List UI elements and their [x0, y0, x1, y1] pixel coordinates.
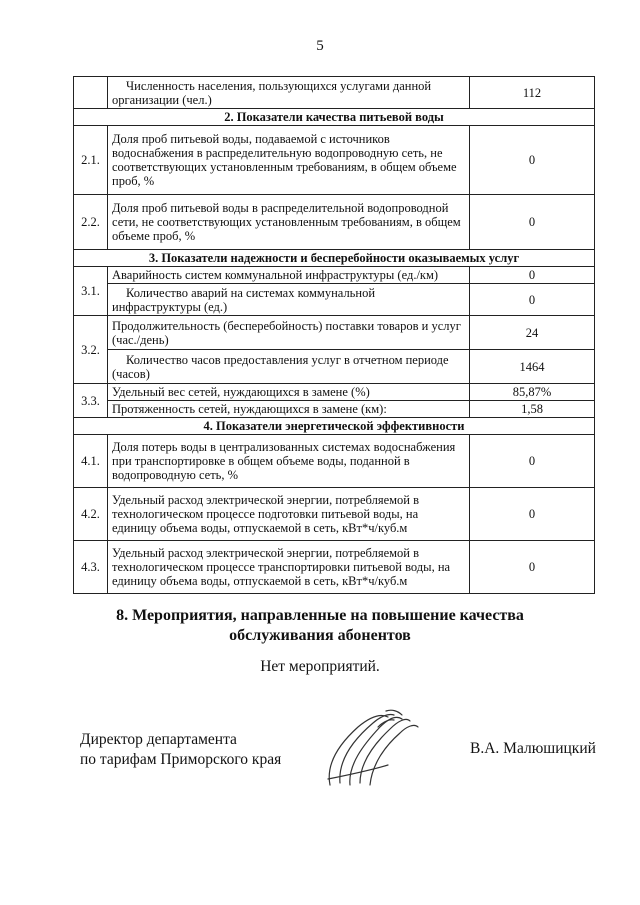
row-number: 2.2. — [74, 195, 108, 250]
row-number: 3.2. — [74, 316, 108, 384]
row-value: 1,58 — [470, 401, 595, 418]
section-row — [74, 250, 595, 267]
row-description: Аварийность систем коммунальной инфраструктуры (ед./км) — [108, 267, 470, 284]
section-title-2: 2. Показатели качества питьевой воды — [74, 109, 595, 126]
position-line2: по тарифам Приморского края — [80, 751, 282, 768]
table-row — [74, 488, 595, 541]
row-description: Удельный расход электрической энергии, потребляемой в технологическом процессе транспортировки питьевой воды, на единицу объема воды, отпускаемой в сеть, кВт*ч/куб.м — [108, 541, 470, 594]
no-measures-text: Нет мероприятий. — [260, 658, 380, 675]
row-description: Доля потерь воды в централизованных системах водоснабжения при транспортировке в общем объеме воды, поданной в водопроводную сеть, % — [108, 435, 470, 488]
row-number — [74, 77, 108, 109]
row-number: 2.1. — [74, 126, 108, 195]
row-description: Протяженность сетей, нуждающихся в замене (км): — [108, 401, 470, 418]
row-value: 0 — [470, 488, 595, 541]
table-row — [74, 284, 595, 316]
row-value: 0 — [470, 126, 595, 195]
row-value: 0 — [470, 267, 595, 284]
section-8-heading-line1: 8. Мероприятия, направленные на повышение качества — [116, 607, 524, 624]
section-title-3: 3. Показатели надежности и бесперебойности оказываемых услуг — [74, 250, 595, 267]
row-value: 24 — [470, 316, 595, 350]
row-value: 85,87% — [470, 384, 595, 401]
row-number: 3.3. — [74, 384, 108, 418]
row-description: Количество аварий на системах коммунальной инфраструктуры (ед.) — [108, 284, 470, 316]
section-row — [74, 109, 595, 126]
row-description: Доля проб питьевой воды, подаваемой с источников водоснабжения в распределительную водопроводную сеть, не соответствующих установленным требованиям, в общем объеме проб, % — [108, 126, 470, 195]
row-value: 0 — [470, 195, 595, 250]
table-row — [74, 77, 595, 109]
row-description: Удельный вес сетей, нуждающихся в замене (%) — [108, 384, 470, 401]
row-description: Продолжительность (бесперебойность) поставки товаров и услуг (час./день) — [108, 316, 470, 350]
table-row — [74, 126, 595, 195]
indicators-table — [73, 76, 595, 594]
row-value: 0 — [470, 284, 595, 316]
table-row — [74, 267, 595, 284]
row-description: Численность населения, пользующихся услугами данной организации (чел.) — [108, 77, 470, 109]
row-number: 3.1. — [74, 267, 108, 316]
row-description: Удельный расход электрической энергии, потребляемой в технологическом процессе подготовки питьевой воды, на единицу объема воды, отпускаемой в сеть, кВт*ч/куб.м — [108, 488, 470, 541]
table-row — [74, 316, 595, 350]
row-value: 0 — [470, 541, 595, 594]
signatory-name: В.А. Малюшицкий — [470, 740, 596, 757]
row-number: 4.2. — [74, 488, 108, 541]
table-row — [74, 195, 595, 250]
section-8-heading — [0, 606, 640, 646]
table-row — [74, 435, 595, 488]
row-value: 112 — [470, 77, 595, 109]
section-row — [74, 418, 595, 435]
table-row — [74, 384, 595, 401]
row-value: 0 — [470, 435, 595, 488]
row-value: 1464 — [470, 350, 595, 384]
signatory-position — [80, 730, 281, 770]
section-title-4: 4. Показатели энергетической эффективности — [74, 418, 595, 435]
page-number: 5 — [316, 38, 324, 54]
position-line1: Директор департамента — [80, 731, 237, 748]
table-row — [74, 541, 595, 594]
handwritten-signature — [318, 705, 428, 790]
row-description: Доля проб питьевой воды в распределительной водопроводной сети, не соответствующих установленным требованиям, в общем объеме проб, % — [108, 195, 470, 250]
section-8-heading-line2: обслуживания абонентов — [229, 627, 411, 644]
row-number: 4.3. — [74, 541, 108, 594]
table-row — [74, 350, 595, 384]
row-description: Количество часов предоставления услуг в отчетном периоде (часов) — [108, 350, 470, 384]
table-row — [74, 401, 595, 418]
row-number: 4.1. — [74, 435, 108, 488]
